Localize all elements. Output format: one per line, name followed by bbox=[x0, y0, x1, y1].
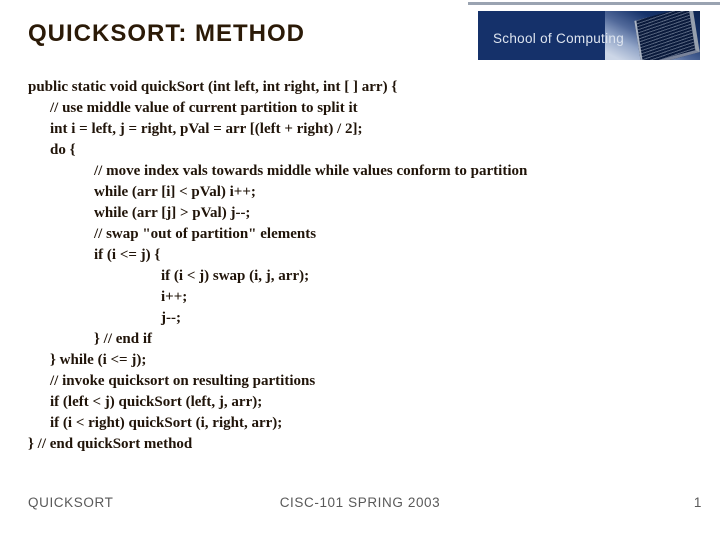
code-line: i++; bbox=[161, 289, 188, 305]
code-line: while (arr [j] > pVal) j--; bbox=[94, 205, 251, 221]
code-line: j--; bbox=[161, 310, 181, 326]
code-line: if (i <= j) { bbox=[94, 247, 161, 263]
page-title: QUICKSORT: METHOD bbox=[28, 20, 305, 47]
code-line: int i = left, j = right, pVal = arr [(left + right) / 2]; bbox=[50, 121, 363, 137]
code-line: } while (i <= j); bbox=[50, 352, 147, 368]
code-line: while (arr [i] < pVal) i++; bbox=[94, 184, 256, 200]
code-line: if (i < right) quickSort (i, right, arr); bbox=[50, 415, 283, 431]
footer-course-label: CISC-101 SPRING 2003 bbox=[279, 495, 441, 510]
footer-page-number: 1 bbox=[693, 495, 702, 510]
code-block bbox=[0, 77, 720, 455]
book-icon bbox=[634, 11, 699, 60]
code-line: } // end quickSort method bbox=[28, 436, 193, 452]
footer bbox=[0, 495, 720, 515]
code-line: if (left < j) quickSort (left, j, arr); bbox=[50, 394, 263, 410]
banner-label: School of Computing bbox=[493, 31, 625, 46]
code-line: if (i < j) swap (i, j, arr); bbox=[161, 268, 310, 284]
code-line: // swap "out of partition" elements bbox=[94, 226, 317, 242]
code-line: } // end if bbox=[94, 331, 153, 347]
code-line: // invoke quicksort on resulting partitions bbox=[50, 373, 316, 389]
footer-presentation-title: QUICKSORT bbox=[28, 495, 114, 510]
code-line: public static void quickSort (int left, int right, int [ ] arr) { bbox=[28, 79, 398, 95]
school-of-computing-banner bbox=[478, 11, 700, 60]
code-line: // use middle value of current partition to split it bbox=[50, 100, 358, 116]
banner-top-line bbox=[468, 2, 720, 5]
code-line: do { bbox=[50, 142, 76, 158]
code-line: // move index vals towards middle while values conform to partition bbox=[94, 163, 528, 179]
